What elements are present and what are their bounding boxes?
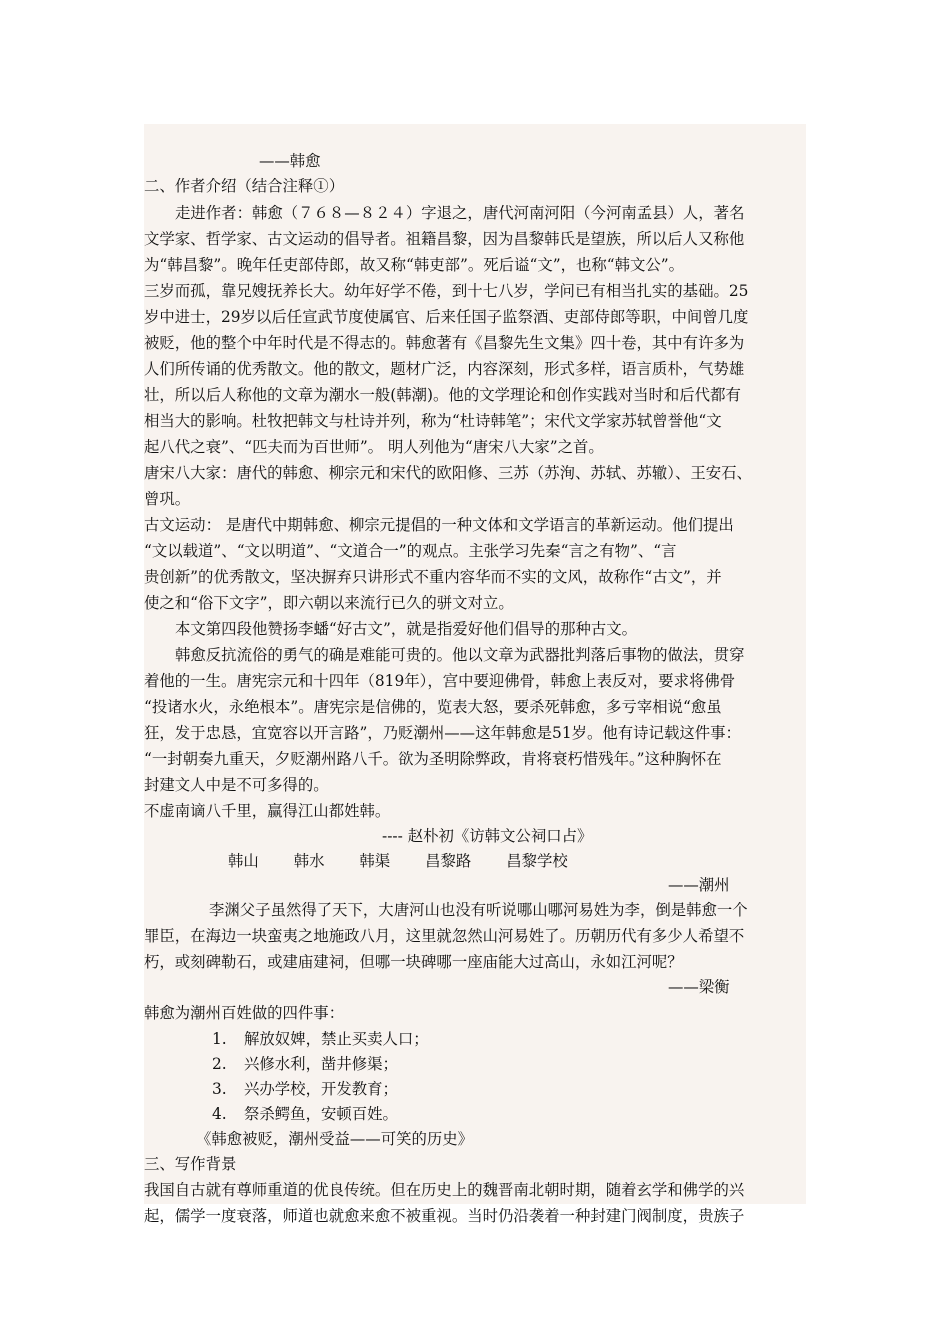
place-item: 韩山 xyxy=(228,852,259,870)
courage-line: 韩愈反抗流俗的勇气的确是难能可贵的。他以文章为武器批判落后事物的做法，贯穿 xyxy=(175,646,745,664)
place-item: 韩渠 xyxy=(359,852,391,870)
section2-heading: 二、作者介绍（结合注释①） xyxy=(144,177,345,195)
intro-line: 壮，所以后人称他的文章为潮水一般(韩潮)。他的文学理论和创作实践对当时和后代都有 xyxy=(144,386,741,404)
list-number: 4. xyxy=(212,1105,227,1123)
fourth-paragraph: 本文第四段他赞扬李蟠“好古文”，就是指爱好他们倡导的那种古文。 xyxy=(175,620,638,638)
tang-song-line: 曾巩。 xyxy=(144,490,191,508)
poem-attribution: ---- 赵朴初《访韩文公祠口占》 xyxy=(382,827,593,845)
history-title: 《韩愈被贬，潮州受益——可笑的历史》 xyxy=(196,1130,474,1148)
tang-song-line: 唐宋八大家：唐代的韩愈、柳宗元和宋代的欧阳修、三苏（苏洵、苏轼、苏辙）、王安石、 xyxy=(144,464,752,482)
intro-line: 三岁而孤，靠兄嫂抚养长大。幼年好学不倦，到十七八岁，学问已有相当扎实的基础。25 xyxy=(144,282,749,300)
four-things-heading: 韩愈为潮州百姓做的四件事： xyxy=(144,1004,345,1022)
list-text: 祭杀鳄鱼，安顿百姓。 xyxy=(244,1105,398,1123)
intro-line: 人们所传诵的优秀散文。他的散文，题材广泛，内容深刻，形式多样，语言质朴，气势雄 xyxy=(144,360,745,378)
intro-line: 被贬，他的整个中年时代是不得志的。韩愈著有《昌黎先生文集》四十卷，其中有许多为 xyxy=(144,334,745,352)
liang-line: 朽，或刻碑勒石，或建庙建祠，但哪一块碑哪一座庙能大过高山，永如江河呢？ xyxy=(144,953,683,971)
guwen-line: 古文运动： 是唐代中期韩愈、柳宗元提倡的一种文体和文学语言的革新运动。他们提出 xyxy=(144,516,734,534)
guwen-line: “文以载道”、“文以明道”、“文道合一”的观点。主张学习先秦“言之有物”、“言 xyxy=(144,542,677,560)
background-line: 起，儒学一度衰落，师道也就愈来愈不被重视。当时仍沿袭着一种封建门阀制度，贵族子 xyxy=(144,1207,745,1225)
list-item xyxy=(212,1077,398,1101)
guwen-line: 贵创新”的优秀散文，坚决摒弃只讲形式不重内容华而不实的文风，故称作“古文”，并 xyxy=(144,568,722,586)
courage-line: 封建文人中是不可多得的。 xyxy=(144,776,329,794)
courage-line: 狂，发于忠恳，宜宽容以开言路”，乃贬潮州——这年韩愈是51岁。他有诗记载这件事： xyxy=(144,724,741,742)
liang-line: 李渊父子虽然得了天下，大唐河山也没有听说哪山哪河易姓为李，倒是韩愈一个 xyxy=(209,901,748,919)
intro-line: 文学家、哲学家、古文运动的倡导者。祖籍昌黎，因为昌黎韩氏是望族，所以后人又称他 xyxy=(144,230,745,248)
list-text: 兴修水利，凿井修渠； xyxy=(244,1055,398,1073)
intro-line: 相当大的影响。杜牧把韩文与杜诗并列，称为“杜诗韩笔”；宋代文学家苏轼曾誉他“文 xyxy=(144,412,722,430)
list-text: 解放奴婢，禁止买卖人口； xyxy=(244,1030,429,1048)
list-item xyxy=(212,1052,398,1076)
intro-line: 岁中进士，29岁以后任宣武节度使属官、后来任国子监祭酒、吏部侍郎等职，中间曾几度 xyxy=(144,308,749,326)
places-list xyxy=(228,849,598,873)
intro-line: 为“韩昌黎”。晚年任吏部侍郎，故又称“韩吏部”。死后谥“文”，也称“韩文公”。 xyxy=(144,256,685,274)
list-number: 2. xyxy=(212,1055,227,1073)
intro-line: 起八代之衰”、“匹夫而为百世师”。 明人列他为“唐宋八大家”之首。 xyxy=(144,438,604,456)
intro-line: 走进作者：韩愈（７６８—８２４）字退之，唐代河南河阳（今河南孟县）人，著名 xyxy=(175,204,745,222)
poem-line: 不虚南谪八千里，赢得江山都姓韩。 xyxy=(144,802,391,820)
chaozhou-attribution: ——潮州 xyxy=(668,876,730,894)
courage-line: “投诸水火，永绝根本”。唐宪宗是信佛的，览表大怒，要杀死韩愈，多亏宰相说“愈虽 xyxy=(144,698,722,716)
courage-line: 着他的一生。唐宪宗元和十四年（819年），宫中要迎佛骨，韩愈上表反对，要求将佛骨 xyxy=(144,672,736,690)
background-line: 我国自古就有尊师重道的优良传统。但在历史上的魏晋南北朝时期，随着玄学和佛学的兴 xyxy=(144,1181,745,1199)
guwen-line: 使之和“俗下文字”，即六朝以来流行已久的骈文对立。 xyxy=(144,594,514,612)
section3-heading: 三、写作背景 xyxy=(144,1155,237,1173)
list-number: 1. xyxy=(212,1030,227,1048)
list-item xyxy=(212,1027,429,1051)
hanyu-attribution: ——韩愈 xyxy=(259,152,321,170)
list-item xyxy=(212,1102,398,1126)
liang-line: 罪臣，在海边一块蛮夷之地施政八月，这里就忽然山河易姓了。历朝历代有多少人希望不 xyxy=(144,927,745,945)
place-item: 韩水 xyxy=(293,852,325,870)
place-item: 昌黎路 xyxy=(425,852,472,870)
courage-line: “一封朝奏九重天，夕贬潮州路八千。欲为圣明除弊政，肯将衰朽惜残年。”这种胸怀在 xyxy=(144,750,722,768)
place-item: 昌黎学校 xyxy=(506,852,568,870)
liang-attribution: ——梁衡 xyxy=(668,978,730,996)
list-text: 兴办学校，开发教育； xyxy=(244,1080,398,1098)
list-number: 3. xyxy=(212,1080,227,1098)
